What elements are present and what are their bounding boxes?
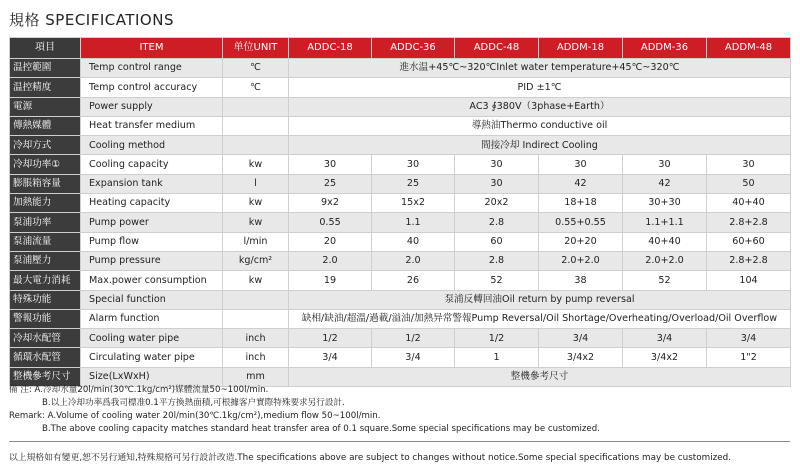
row-value-all-models: AC3 ∮380V（3phase+Earth） [289,97,791,116]
row-label-en: Cooling water pipe [81,329,223,348]
row-value: 1/2 [455,329,539,348]
row-label-cn: 加熱能力 [10,194,81,213]
table-row [10,155,791,174]
page-title: 規格 SPECIFICATIONS [9,11,174,29]
header-model: ADDC-48 [455,38,539,59]
row-unit: ℃ [223,78,289,97]
row-value: 1 [455,348,539,367]
row-unit: inch [223,348,289,367]
header-model: ADDM-36 [623,38,707,59]
row-unit: ℃ [223,59,289,78]
header-cn-item: 項目 [10,38,81,59]
row-value: 1"2 [707,348,791,367]
remark-en-b: B.The above cooling capacity matches standard heat transfer area of 0.1 square.Some special specifications may be customized. [42,424,600,434]
row-unit [223,136,289,155]
row-label-cn: 温控精度 [10,78,81,97]
row-label-en: Expansion tank [81,174,223,193]
row-label-cn: 膨脹箱容量 [10,174,81,193]
row-value: 30 [623,155,707,174]
row-value: 0.55 [289,213,372,232]
row-value: 20x2 [455,194,539,213]
row-unit: kw [223,213,289,232]
table-header-row [10,38,791,59]
row-value: 30 [455,155,539,174]
table-row [10,116,791,135]
row-value: 3/4 [372,348,455,367]
row-value: 3/4 [539,329,623,348]
row-unit: kg/cm² [223,251,289,270]
row-value: 25 [289,174,372,193]
row-value: 18+18 [539,194,623,213]
row-value-all-models: 進水温+45℃~320℃Inlet water temperature+45℃~320℃ [289,59,791,78]
row-value: 30 [289,155,372,174]
header-model: ADDM-18 [539,38,623,59]
row-value: 1/2 [289,329,372,348]
row-label-cn: 泵浦壓力 [10,251,81,270]
table-row [10,136,791,155]
row-label-en: Heating capacity [81,194,223,213]
row-value: 20 [289,232,372,251]
row-label-en: Pump flow [81,232,223,251]
row-value: 40+40 [707,194,791,213]
row-label-cn: 泵浦功率 [10,213,81,232]
row-value: 30 [539,155,623,174]
row-value: 50 [707,174,791,193]
row-value: 1/2 [372,329,455,348]
row-value: 2.0+2.0 [623,251,707,270]
row-label-cn: 冷却方式 [10,136,81,155]
row-label-cn: 温控範圍 [10,59,81,78]
row-unit: kw [223,155,289,174]
row-unit: kw [223,271,289,290]
header-item: ITEM [81,38,223,59]
table-row [10,271,791,290]
row-value: 26 [372,271,455,290]
row-label-en: Temp control accuracy [81,78,223,97]
row-value: 3/4x2 [623,348,707,367]
row-value: 15x2 [372,194,455,213]
header-unit: 单位UNIT [223,38,289,59]
row-label-cn: 最大電力消耗 [10,271,81,290]
header-model: ADDC-18 [289,38,372,59]
row-label-en: Max.power consumption [81,271,223,290]
row-label-en: Circulating water pipe [81,348,223,367]
row-value: 40 [372,232,455,251]
remark-cn-a: 備 注: A.冷却水量20l/min(30℃.1kg/cm²)媒體流量50~100l/min. [9,385,269,395]
row-value: 0.55+0.55 [539,213,623,232]
row-value: 42 [623,174,707,193]
row-label-en: Alarm function [81,309,223,328]
row-value: 2.8 [455,251,539,270]
remarks [9,384,790,436]
row-unit [223,116,289,135]
table-row [10,290,791,309]
row-unit [223,97,289,116]
row-value: 30 [372,155,455,174]
row-value: 60+60 [707,232,791,251]
row-value-all-models: PID ±1℃ [289,78,791,97]
row-value: 2.0 [372,251,455,270]
row-value: 2.8+2.8 [707,251,791,270]
table-row [10,78,791,97]
row-value: 3/4x2 [539,348,623,367]
row-label-cn: 冷却功率① [10,155,81,174]
row-label-en: Cooling capacity [81,155,223,174]
row-label-en: Size(LxWxH) [81,367,223,386]
remark-cn-b: B.以上冷却功率爲我司標准0.1平方換熱面積,可根據客户實際特殊要求另行設計. [42,398,345,408]
header-model: ADDM-48 [707,38,791,59]
row-label-en: Special function [81,290,223,309]
row-value-all-models: 缺相/缺油/超溫/過載/溢油/加熱异常警報Pump Reversal/Oil Shortage/Overheating/Overload/Oil Overflow [289,309,791,328]
row-label-en: Pump pressure [81,251,223,270]
row-value: 52 [455,271,539,290]
row-unit: inch [223,329,289,348]
row-unit: l/min [223,232,289,251]
table-row [10,232,791,251]
row-unit: kw [223,194,289,213]
row-value: 52 [623,271,707,290]
row-value: 104 [707,271,791,290]
row-label-en: Heat transfer medium [81,116,223,135]
row-value: 19 [289,271,372,290]
row-label-cn: 泵浦流量 [10,232,81,251]
header-model: ADDC-36 [372,38,455,59]
row-value: 2.0+2.0 [539,251,623,270]
table-row [10,329,791,348]
row-label-cn: 傳熱媒體 [10,116,81,135]
table-row [10,194,791,213]
row-label-cn: 循環水配管 [10,348,81,367]
footer-note: 以上規格如有變更,恕不另行通知,特殊規格可另行設計改造.The specifications above are subject to changes without notice.Some special specifications may be customized. [9,453,732,463]
table-row [10,97,791,116]
row-value: 30 [707,155,791,174]
row-value-all-models: 間接冷却 Indirect Cooling [289,136,791,155]
row-unit: mm [223,367,289,386]
row-label-cn: 特殊功能 [10,290,81,309]
row-value: 30+30 [623,194,707,213]
row-value-all-models: 泵浦反轉回油Oil return by pump reversal [289,290,791,309]
row-unit: l [223,174,289,193]
row-label-cn: 電源 [10,97,81,116]
row-value: 3/4 [289,348,372,367]
row-value: 38 [539,271,623,290]
row-value-all-models: 整機參考尺寸 [289,367,791,386]
table-row [10,251,791,270]
table-row [10,309,791,328]
row-value: 2.8 [455,213,539,232]
row-value: 2.0 [289,251,372,270]
row-label-en: Cooling method [81,136,223,155]
row-unit [223,290,289,309]
row-value-all-models: 導熱油Thermo conductive oil [289,116,791,135]
row-label-cn: 冷却水配管 [10,329,81,348]
row-value: 40+40 [623,232,707,251]
row-value: 1.1+1.1 [623,213,707,232]
row-label-cn: 整機參考尺寸 [10,367,81,386]
specifications-table [9,37,791,387]
row-unit [223,309,289,328]
remark-en-a: Remark: A.Volume of cooling water 20l/min(30℃.1kg/cm²),medium flow 50~100l/min. [9,411,381,421]
row-label-en: Power supply [81,97,223,116]
row-value: 60 [455,232,539,251]
table-row [10,59,791,78]
row-value: 3/4 [623,329,707,348]
row-value: 1.1 [372,213,455,232]
row-value: 20+20 [539,232,623,251]
row-label-en: Pump power [81,213,223,232]
table-row [10,348,791,367]
row-value: 25 [372,174,455,193]
row-value: 30 [455,174,539,193]
divider [9,441,790,442]
row-label-cn: 警報功能 [10,309,81,328]
row-value: 9x2 [289,194,372,213]
table-row [10,213,791,232]
row-value: 42 [539,174,623,193]
row-value: 2.8+2.8 [707,213,791,232]
row-label-en: Temp control range [81,59,223,78]
row-value: 3/4 [707,329,791,348]
table-row [10,174,791,193]
